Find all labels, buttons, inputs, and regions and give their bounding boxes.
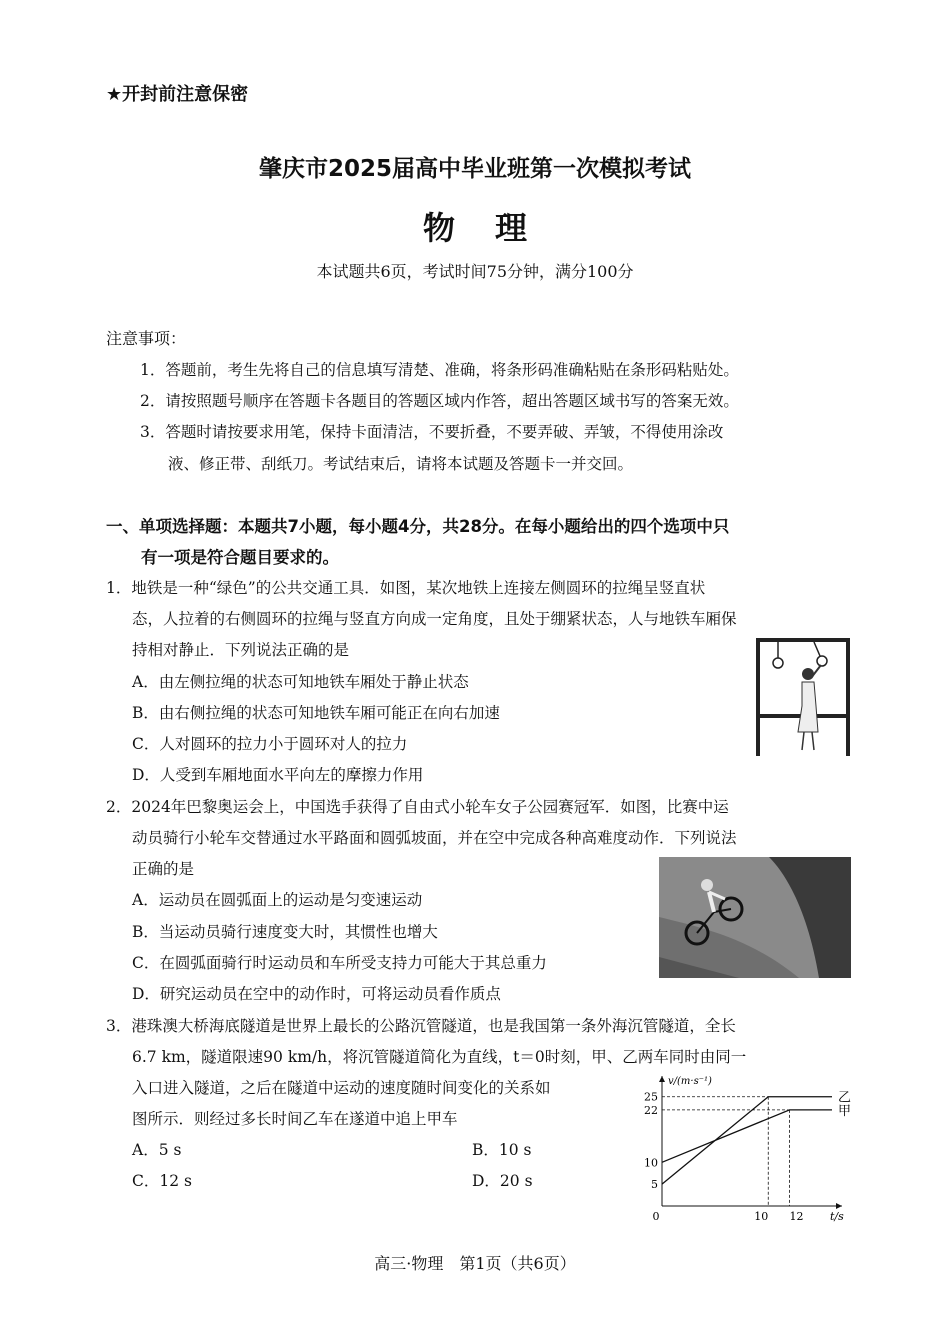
option-c: C．在圆弧面骑行时运动员和车所受支持力可能大于其总重力 [132,954,547,972]
question-text: 3．港珠澳大桥海底隧道是世界上最长的公路沉管隧道，也是我国第一条外海沉管隧道，全长 [106,1017,736,1035]
question-text: 正确的是 [132,860,195,878]
question-text: 2．2024年巴黎奥运会上，中国选手获得了自由式小轮车女子公园赛冠军．如图，比赛中运 [106,798,729,816]
y-tick-label: 5 [651,1178,658,1192]
series-label: 乙 [838,1090,852,1106]
y-tick-label: 10 [644,1156,658,1170]
y-tick-label: 25 [644,1090,658,1104]
notice-item: 1．答题前，考生先将自己的信息填写清楚、准确，将条形码准确粘贴在条形码粘贴处。 [140,361,739,379]
option-b: B．当运动员骑行速度变大时，其惯性也增大 [132,923,438,941]
subject-title: 物理 [422,209,567,247]
rider-head [701,879,713,891]
x-axis-label: t/s [830,1210,844,1222]
section-heading: 一、单项选择题：本题共7小题，每小题4分，共28分。在每小题给出的四个选项中只 [106,517,730,536]
bmx-photo [659,857,851,978]
question-text: 6.7 km，隧道限速90 km/h，将沉管隧道简化为直线，t＝0时刻，甲、乙两车同时由同一 [132,1048,747,1066]
y-axis-label: v/(m·s⁻¹) [668,1076,712,1087]
pole [846,638,850,756]
option-d: D．人受到车厢地面水平向左的摩擦力作用 [132,766,424,784]
notice-title: 注意事项： [106,329,187,348]
question-text: 动员骑行小轮车交替通过水平路面和圆弧坡面，并在空中完成各种高难度动作．下列说法 [132,829,737,847]
notice-item: 3．答题时请按要求用笔，保持卡面清洁，不要折叠，不要弄破、弄皱，不得使用涂改 [140,423,724,441]
question-text: 1．地铁是一种“绿色”的公共交通工具．如图，某次地铁上连接左侧圆环的拉绳呈竖直状 [106,579,706,597]
person-body [798,682,818,732]
notice-item: 液、修正带、刮纸刀。考试结束后，请将本试题及答题卡一并交回。 [168,455,634,473]
series-line-甲 [662,1110,832,1162]
x-axis-arrow [836,1203,842,1209]
left-ring [773,658,783,668]
person-head [802,668,814,680]
question-text: 图所示．则经过多长时间乙车在遂道中追上甲车 [132,1110,458,1128]
question-text: 态，人拉着的右侧圆环的拉绳与竖直方向成一定角度，且处于绷紧状态，人与地铁车厢保 [132,610,737,628]
x-tick-label: 0 [652,1210,660,1222]
question-text: 入口进入隧道，之后在隧道中运动的速度随时间变化的关系如 [132,1079,551,1097]
subway-figure [752,636,852,758]
exam-title: 肇庆市2025届高中毕业班第一次模拟考试 [258,156,691,182]
option-d: D．研究运动员在空中的动作时，可将运动员看作质点 [132,985,501,1003]
option-c: C．人对圆环的拉力小于圆环对人的拉力 [132,735,408,753]
option-d: D．20 s [472,1172,533,1190]
exam-info: 本试题共6页，考试时间75分钟，满分100分 [316,262,634,281]
option-b: B．由右侧拉绳的状态可知地铁车厢可能正在向右加速 [132,704,500,722]
option-a: A．5 s [132,1141,182,1159]
y-axis-arrow [659,1076,665,1082]
option-a: A．由左侧拉绳的状态可知地铁车厢处于静止状态 [132,673,469,691]
option-b: B．10 s [472,1141,532,1159]
x-tick-label: 10 [754,1210,769,1222]
section-heading: 有一项是符合题目要求的。 [141,548,339,567]
confidential-notice: ★开封前注意保密 [106,84,249,105]
y-tick-label: 22 [644,1103,658,1117]
page-footer: 高三·物理 第1页（共6页） [374,1254,576,1273]
question-text: 持相对静止．下列说法正确的是 [132,641,350,659]
series-label: 甲 [838,1103,852,1119]
option-a: A．运动员在圆弧面上的运动是匀变速运动 [132,891,423,909]
right-strap [814,642,820,656]
handrail-bar [756,638,850,642]
notice-item: 2．请按照题号顺序在答题卡各题目的答题区域内作答，超出答题区域书写的答案无效。 [140,392,739,410]
x-tick-label: 12 [789,1210,804,1222]
pole [756,638,760,756]
velocity-time-chart [640,1070,854,1222]
right-ring [817,656,827,666]
option-c: C．12 s [132,1172,192,1190]
